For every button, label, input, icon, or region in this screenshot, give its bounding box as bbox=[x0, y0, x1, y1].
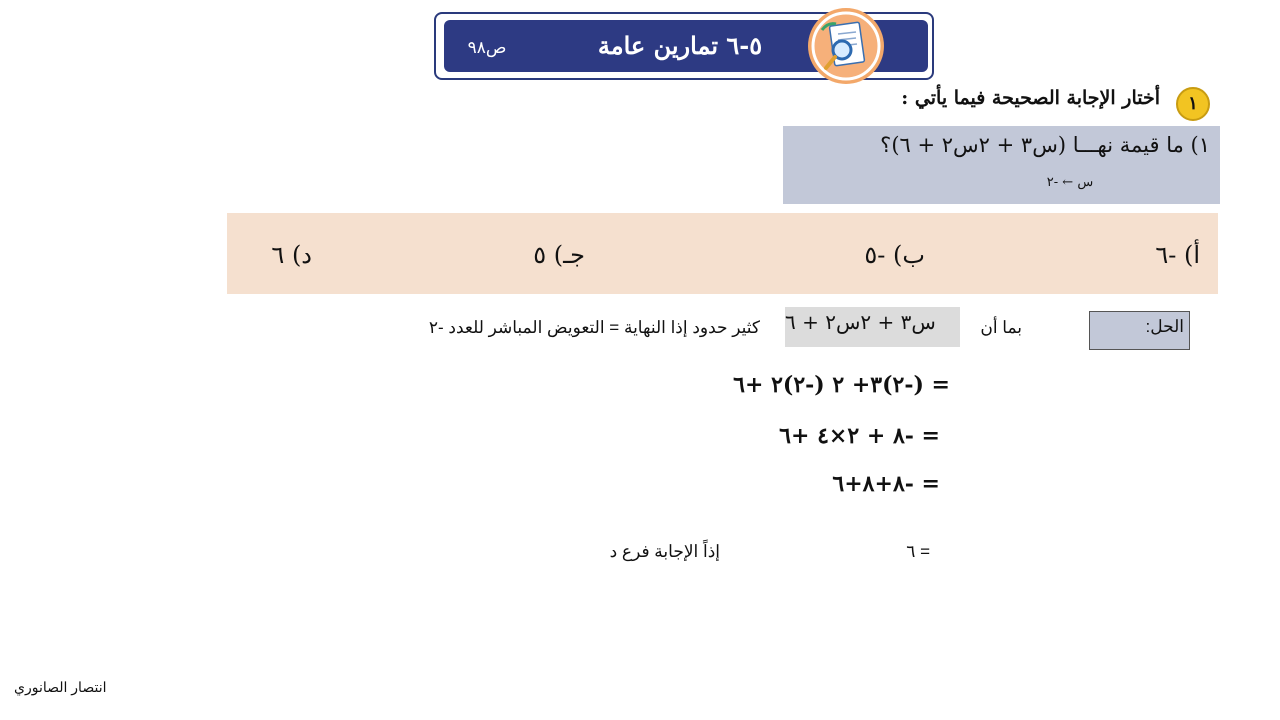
polynomial-expression: س٣ + ٢س٢ + ٦ bbox=[785, 310, 936, 334]
magnifier-document-icon bbox=[808, 8, 884, 84]
since-text: بما أن bbox=[980, 318, 1022, 337]
solution-step-1: = (-٢)٣+ ٢ (-٢)٢ +٦ bbox=[733, 372, 950, 398]
choice-a[interactable]: أ) -٦ bbox=[1155, 241, 1200, 269]
conclusion-text: إذاً الإجابة فرع د bbox=[609, 542, 720, 561]
question-text: ١) ما قيمة نهـــا (س٣ + ٢س٢ + ٦)؟ bbox=[880, 133, 1210, 157]
page-reference: ص٩٨ bbox=[467, 38, 507, 58]
question-number-badge: ١ bbox=[1176, 87, 1210, 121]
choice-c[interactable]: جـ) ٥ bbox=[533, 241, 585, 269]
result-equation: = ٦ bbox=[906, 542, 930, 561]
solution-step-3: = -٨+٨+٦ bbox=[832, 471, 940, 497]
author-name: انتصار الصانوري bbox=[14, 679, 107, 695]
question-heading: أختار الإجابة الصحيحة فيما يأتي : bbox=[901, 87, 1160, 109]
choice-b[interactable]: ب) -٥ bbox=[864, 241, 925, 269]
solution-step-2: = -٨ + ٢×٤ +٦ bbox=[779, 423, 940, 449]
solution-label: الحل: bbox=[1145, 317, 1184, 336]
explanation-text: كثير حدود إذا النهاية = التعويض المباشر للعدد -٢ bbox=[428, 318, 760, 337]
magnifier-document-icon-graphic bbox=[808, 8, 884, 84]
section-title: ٥-٦ تمارين عامة bbox=[597, 31, 763, 60]
limit-subscript: س ← -٢ bbox=[1046, 175, 1094, 190]
choice-d[interactable]: د) ٦ bbox=[271, 241, 312, 269]
